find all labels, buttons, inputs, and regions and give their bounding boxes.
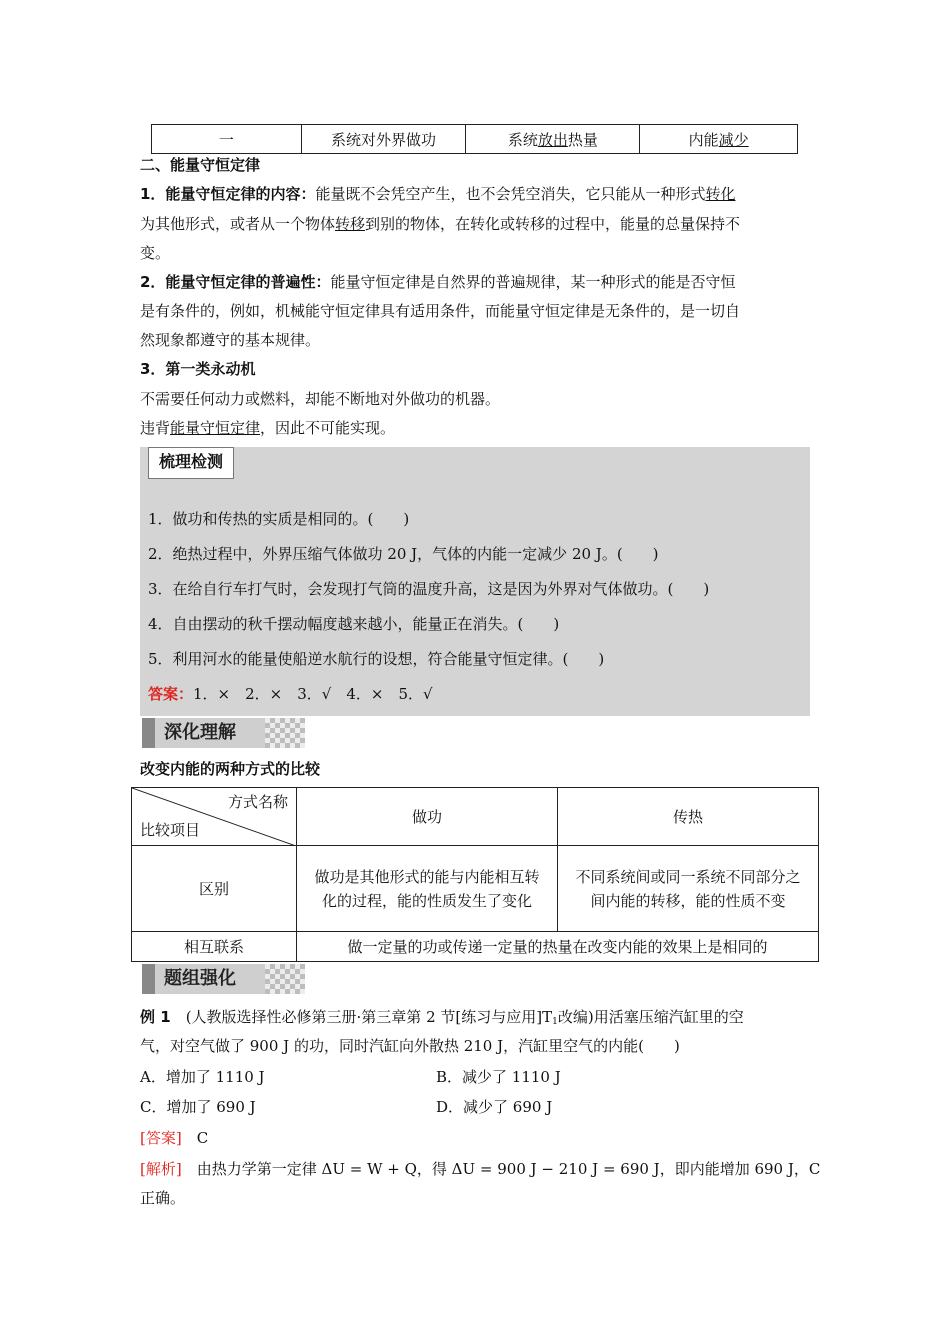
top-table-cell-index: 一 — [152, 125, 302, 154]
check-question-5: 5．利用河水的能量使船逆水航行的设想，符合能量守恒定律。( ) — [148, 650, 605, 668]
answer-line: [答案] C — [140, 1129, 209, 1147]
option-b: B．减少了 1110 J — [436, 1068, 561, 1086]
row-difference-label: 区别 — [132, 846, 297, 932]
paragraph-2-line-1: 2．能量守恒定律的普遍性：能量守恒定律是自然界的普遍规律，某一种形式的能是否守恒 — [140, 273, 736, 291]
option-d: D．减少了 690 J — [436, 1098, 553, 1116]
header-item: 比较项目 — [140, 821, 201, 839]
header-heat: 传热 — [558, 788, 819, 846]
paragraph-1-line-2: 为其他形式，或者从一个物体转移到别的物体，在转化或转移的过程中，能量的总量保持不 — [140, 215, 741, 233]
option-c: C．增加了 690 J — [140, 1098, 256, 1116]
check-question-4: 4．自由摆动的秋千摆动幅度越来越小，能量正在消失。( ) — [148, 615, 560, 633]
exercise-section-header — [142, 964, 304, 994]
row-relation-label: 相互联系 — [132, 932, 297, 962]
top-table-cell-work: 系统对外界做功 — [301, 125, 466, 154]
check-answers: 答案：1．× 2．× 3．√ 4．× 5．√ — [148, 685, 433, 703]
exercise-section-title: 题组强化 — [164, 968, 236, 989]
row-difference-work: 做功是其他形式的能与内能相互转化的过程，能的性质发生了变化 — [297, 846, 558, 932]
check-question-1: 1．做功和传热的实质是相同的。( ) — [148, 510, 410, 528]
example-line-1: 例 1 (人教版选择性必修第三册·第三章第 2 节[练习与应用]$T_1$改编)用活塞压缩汽缸里的空 — [140, 1008, 744, 1027]
paragraph-1-line-3: 变。 — [140, 244, 171, 262]
header-method: 方式名称 — [227, 793, 288, 811]
analysis-line-1: [解析] 由热力学第一定律 ΔU = W + Q，得 ΔU = 900 J − 210 J = 690 J，即内能增加 690 J，C — [140, 1160, 821, 1178]
comparison-table — [131, 787, 819, 962]
paragraph-3-line-1: 不需要任何动力或燃料，却能不断地对外做功的机器。 — [140, 390, 501, 408]
table-header-diagonal — [132, 788, 297, 846]
paragraph-2-line-3: 然现象都遵守的基本规律。 — [140, 331, 321, 349]
check-tag: 梳理检测 — [148, 447, 234, 479]
paragraph-3-heading: 3．第一类永动机 — [140, 360, 256, 378]
paragraph-2-line-2: 是有条件的，例如，机械能守恒定律具有适用条件，而能量守恒定律是无条件的，是一切自 — [140, 302, 741, 320]
example-line-2: 气，对空气做了 900 J 的功，同时汽缸向外散热 210 J，汽缸里空气的内能( ) — [140, 1037, 680, 1055]
header-work: 做功 — [297, 788, 558, 846]
check-question-2: 2．绝热过程中，外界压缩气体做功 20 J，气体的内能一定减少 20 J。( ) — [148, 545, 659, 563]
option-a: A．增加了 1110 J — [140, 1068, 265, 1086]
row-relation-content: 做一定量的功或传递一定量的热量在改变内能的效果上是相同的 — [297, 932, 819, 962]
comparison-subtitle: 改变内能的两种方式的比较 — [140, 760, 321, 778]
deepen-section-title: 深化理解 — [164, 722, 236, 743]
top-table-cell-heat: 系统放出热量 — [466, 125, 640, 154]
top-table — [151, 124, 798, 154]
section-heading: 二、能量守恒定律 — [140, 156, 261, 174]
deepen-section-header — [142, 718, 304, 748]
paragraph-3-line-2: 违背能量守恒定律，因此不可能实现。 — [140, 419, 396, 437]
check-question-3: 3．在给自行车打气时，会发现打气筒的温度升高，这是因为外界对气体做功。( ) — [148, 580, 710, 598]
paragraph-1-line-1: 1．能量守恒定律的内容：能量既不会凭空产生，也不会凭空消失，它只能从一种形式转化 — [140, 185, 736, 203]
row-difference-heat: 不同系统间或同一系统不同部分之间内能的转移，能的性质不变 — [558, 846, 819, 932]
analysis-line-2: 正确。 — [140, 1189, 186, 1207]
top-table-cell-energy: 内能减少 — [640, 125, 798, 154]
